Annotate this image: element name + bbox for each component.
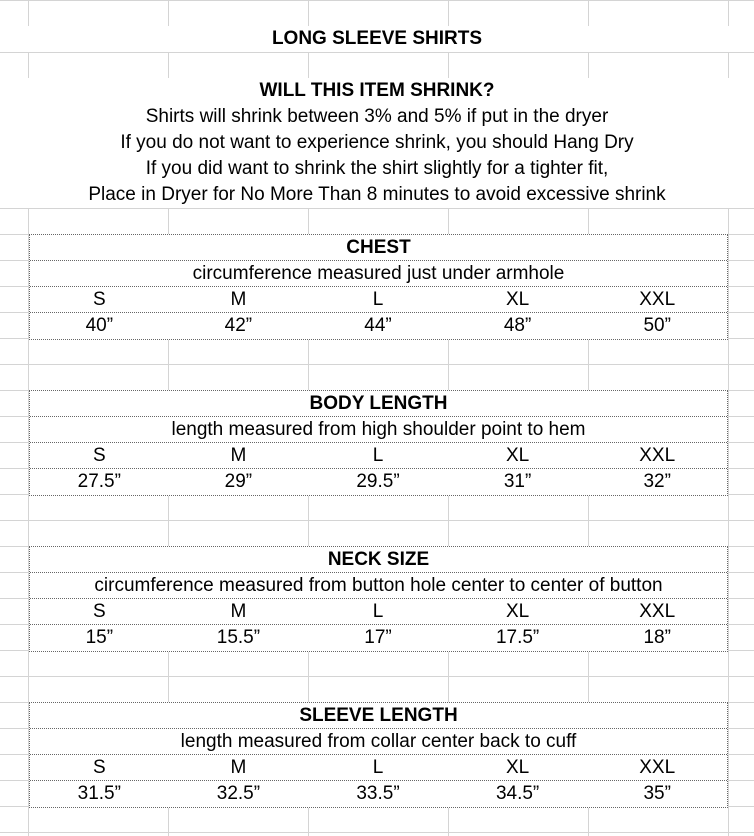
shrink-heading: WILL THIS ITEM SHRINK? [0, 78, 754, 104]
measurement-value: 42” [224, 315, 253, 336]
measurement-value: 44” [364, 315, 392, 336]
size-label: S [92, 757, 106, 778]
shrink-info-line-1: Shirts will shrink between 3% and 5% if put in the dryer [0, 104, 754, 130]
size-label: M [230, 757, 247, 778]
size-label: L [372, 757, 384, 778]
size-label: S [92, 445, 106, 466]
table-title: NECK SIZE [30, 547, 727, 573]
shrink-info-line-2: If you do not want to experience shrink, you should Hang Dry [0, 130, 754, 156]
table-title: BODY LENGTH [30, 391, 727, 417]
neck-size-table [29, 546, 728, 652]
shrink-info-line-3: If you did want to shrink the shirt slightly for a tighter fit, [0, 156, 754, 182]
size-label: L [372, 445, 384, 466]
measurement-value: 35” [643, 783, 671, 804]
measurement-value: 32.5” [216, 783, 261, 804]
body-length-table [29, 390, 728, 496]
measurement-value: 40” [85, 315, 114, 336]
measurement-value: 17” [364, 627, 392, 648]
measurement-row [30, 313, 727, 339]
size-label: XL [505, 601, 530, 622]
measurement-value: 29” [224, 471, 253, 492]
measurement-row [30, 469, 727, 495]
table-subtitle: circumference measured just under armhole [30, 261, 727, 287]
size-label: M [230, 445, 247, 466]
page-title: LONG SLEEVE SHIRTS [0, 26, 754, 52]
measurement-value: 27.5” [77, 471, 121, 492]
measurement-value: 18” [643, 627, 671, 648]
measurement-value: 32” [643, 471, 671, 492]
measurement-value: 34.5” [495, 783, 540, 804]
measurement-value: 17.5” [495, 627, 540, 648]
sleeve-length-table [29, 702, 728, 808]
size-label: S [92, 289, 106, 310]
measurement-value: 29.5” [356, 471, 400, 492]
measurement-value: 31” [503, 471, 532, 492]
size-row [30, 287, 727, 313]
size-label: XL [505, 289, 530, 310]
measurement-value: 33.5” [356, 783, 400, 804]
measurement-value: 15.5” [216, 627, 261, 648]
table-subtitle: circumference measured from button hole center to center of button [30, 573, 727, 599]
size-row [30, 755, 727, 781]
size-label: XXL [639, 757, 676, 778]
measurement-value: 50” [643, 315, 671, 336]
table-title: SLEEVE LENGTH [30, 703, 727, 729]
shrink-info-line-4: Place in Dryer for No More Than 8 minutes to avoid excessive shrink [0, 182, 754, 208]
measurement-value: 31.5” [77, 783, 121, 804]
chest-table [29, 234, 728, 340]
size-label: XXL [639, 445, 676, 466]
size-label: M [230, 289, 247, 310]
size-row [30, 443, 727, 469]
measurement-value: 48” [503, 315, 532, 336]
size-label: XXL [639, 289, 676, 310]
size-label: S [92, 601, 106, 622]
measurement-row [30, 625, 727, 651]
table-subtitle: length measured from high shoulder point to hem [30, 417, 727, 443]
measurement-value: 15” [85, 627, 114, 648]
measurement-row [30, 781, 727, 807]
size-label: XXL [639, 601, 676, 622]
table-title: CHEST [30, 235, 727, 261]
size-label: L [372, 289, 384, 310]
size-row [30, 599, 727, 625]
size-label: XL [505, 445, 530, 466]
size-label: M [230, 601, 247, 622]
size-label: XL [505, 757, 530, 778]
size-label: L [372, 601, 384, 622]
table-subtitle: length measured from collar center back to cuff [30, 729, 727, 755]
